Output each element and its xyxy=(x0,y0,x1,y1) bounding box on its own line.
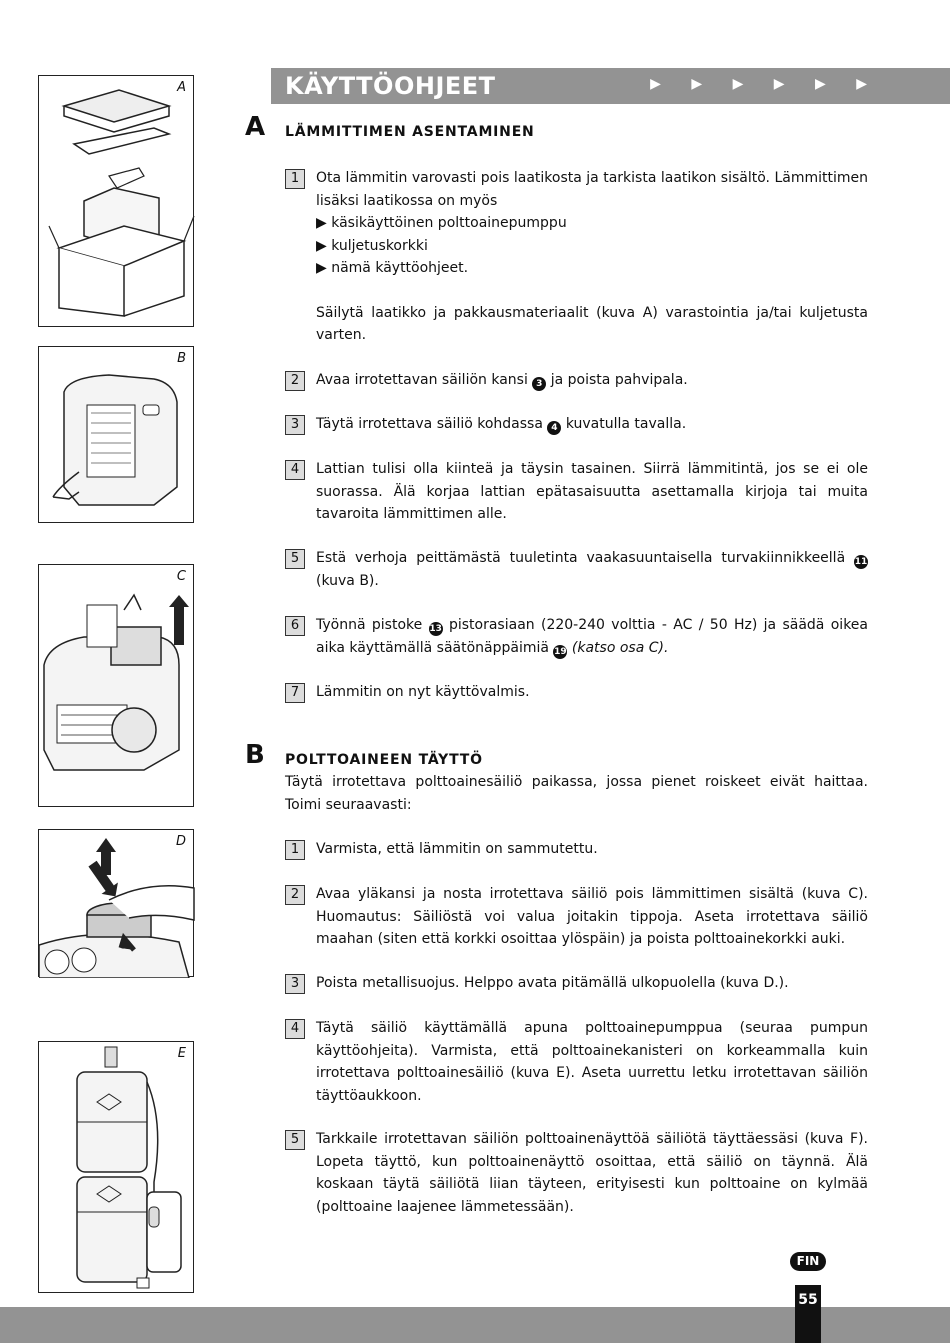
step-number: 1 xyxy=(285,840,305,860)
reference-number-icon: 4 xyxy=(547,421,561,435)
step-text-part: pistorasiaan (220-240 volttia - AC / 50 Hz) ja säädä oikea aika käyttämällä säätönäppäimiä xyxy=(316,617,868,656)
step-text xyxy=(316,614,868,659)
list-item-text: kuljetuskorkki xyxy=(331,237,428,254)
step-text: Avaa yläkansi ja nosta irrotettava säiliö pois lämmittimen sisältä (kuva C). Huomautus: Säiliöstä voi valua joitakin tippoja. Aseta irrotettava säiliö maahan (siten että korkki osoittaa ylöspäin) ja poista polttoainekorkki auki. xyxy=(316,886,868,947)
step-text-part: kuvatulla tavalla. xyxy=(565,416,687,432)
figure-e xyxy=(38,1041,194,1293)
step-text xyxy=(316,413,868,436)
page-number: 55 xyxy=(795,1285,821,1343)
step-number: 4 xyxy=(285,1019,305,1039)
step-number: 5 xyxy=(285,1130,305,1150)
list-item: ▶ kuljetuskorkki xyxy=(316,237,428,254)
step-text-part: Täytä irrotettava säiliö kohdassa xyxy=(316,416,543,432)
cap-removal-illustration xyxy=(39,830,195,978)
step-text xyxy=(316,369,868,392)
heater-packaging-box-illustration xyxy=(39,76,195,328)
list-item: ▶ nämä käyttöohjeet. xyxy=(316,260,469,276)
step-text-part: ja poista pahvipala. xyxy=(550,372,688,388)
figure-label: A xyxy=(177,80,186,95)
reference-number-icon: 3 xyxy=(532,377,546,391)
step-text xyxy=(316,167,868,347)
figure-b xyxy=(38,346,194,523)
heater-rear-illustration xyxy=(39,347,195,524)
fuel-canister-pump-illustration xyxy=(39,1042,195,1294)
figure-label: E xyxy=(177,1046,186,1061)
step-text-part: (kuva B). xyxy=(316,572,379,589)
step-body: Ota lämmitin varovasti pois laatikosta ja tarkista laatikon sisältö. Lämmittimen lisäksi laatikossa on myös xyxy=(316,170,868,209)
section-b-letter: B xyxy=(245,740,265,770)
step-text: Tarkkaile irrotettavan säiliön polttoainenäyttöä säiliötä täyttäessäsi (kuva F). Lopeta täyttö, kun polttoainenäyttö osoittaa, että säiliö on täynnä. Älä koskaan täytä säiliötä liian täyteen, erityisesti kun polttoaine on kylmää (polttoaine laajenee lämmetessään). xyxy=(316,1131,868,1215)
section-b-intro: Täytä irrotettava polttoainesäiliö paikassa, jossa pienet roiskeet eivät haittaa. Toimi seuraavasti: xyxy=(285,774,868,813)
step-text: Varmista, että lämmitin on sammutettu. xyxy=(316,841,598,857)
section-a-letter: A xyxy=(245,112,266,142)
step-number: 7 xyxy=(285,683,305,703)
section-a-heading: LÄMMITTIMEN ASENTAMINEN xyxy=(285,124,535,140)
list-item-text: käsikäyttöinen polttoainepumppu xyxy=(331,215,567,231)
figure-c xyxy=(38,564,194,807)
figure-a xyxy=(38,75,194,327)
step-text-part: (katso osa C). xyxy=(571,639,669,656)
step-text: Täytä säiliö käyttämällä apuna polttoainepumppua (seuraa pumpun käyttöohjeita). Varmista, että polttoainekanisteri on korkeammalla kuin irrotettava polttoainesäiliö (kuva E). Aseta uurrettu letku irrotettavan säiliön täyttöaukkoon. xyxy=(316,1020,868,1104)
page-title-bar xyxy=(271,68,950,104)
step-number: 2 xyxy=(285,371,305,391)
list-item-text: nämä käyttöohjeet. xyxy=(331,260,469,276)
step-text: Lattian tulisi olla kiinteä ja täysin tasainen. Siirrä lämmitintä, jos se ei ole suorassa. Älä korjaa lattian epätasaisuutta asettamalla kirjoja tai muita tavaroita lämmittimen alle. xyxy=(316,461,868,522)
step-text-part: Avaa irrotettavan säiliön kansi xyxy=(316,372,528,388)
section-b-heading: POLTTOAINEEN TÄYTTÖ xyxy=(285,752,483,768)
step-number: 2 xyxy=(285,885,305,905)
figure-label: B xyxy=(177,351,186,366)
figure-label: D xyxy=(175,834,186,849)
step-number: 3 xyxy=(285,415,305,435)
page-title: KÄYTTÖOHJEET xyxy=(285,72,496,100)
reference-number-icon: 19 xyxy=(554,646,567,657)
step-number: 5 xyxy=(285,549,305,569)
step-note: Säilytä laatikko ja pakkausmateriaalit (kuva A) varastointia ja/tai kuljetusta varten. xyxy=(316,304,868,343)
step-number: 4 xyxy=(285,460,305,480)
language-badge: FIN xyxy=(790,1252,826,1271)
reference-number-icon: 11 xyxy=(854,557,868,567)
step-text: Poista metallisuojus. Helppo avata pitämällä ulkopuolella (kuva D.). xyxy=(316,975,789,991)
tank-removal-illustration xyxy=(39,565,195,808)
step-number: 3 xyxy=(285,974,305,994)
figure-d xyxy=(38,829,194,977)
reference-number-icon: 13 xyxy=(429,624,442,634)
step-number: 6 xyxy=(285,616,305,636)
step-text-part: Työnnä pistoke xyxy=(316,617,423,633)
step-text-part: Estä verhoja peittämästä tuuletinta vaakasuuntaisella turvakiinnikkeellä xyxy=(316,550,846,566)
arrow-decoration-icon: ▶ ▶ ▶ ▶ ▶ ▶ xyxy=(650,76,880,92)
step-text xyxy=(316,547,868,592)
step-number: 1 xyxy=(285,169,305,189)
figure-label: C xyxy=(176,569,186,584)
list-item: ▶ käsikäyttöinen polttoainepumppu xyxy=(316,215,567,231)
step-text: Lämmitin on nyt käyttövalmis. xyxy=(316,684,530,700)
